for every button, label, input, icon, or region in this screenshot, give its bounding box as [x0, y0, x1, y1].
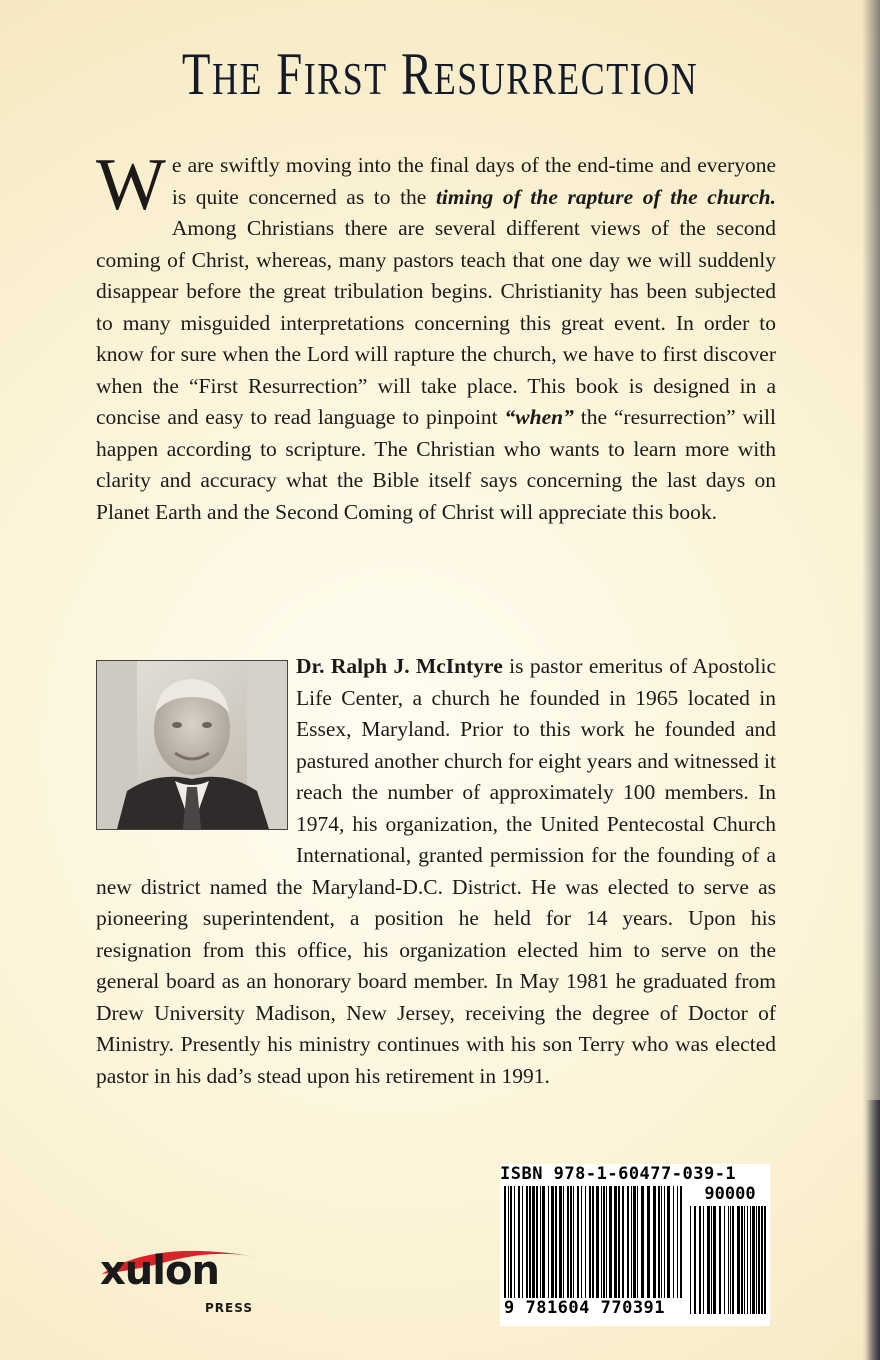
barcode-bar: [637, 1186, 638, 1298]
barcode-bar: [603, 1186, 605, 1298]
title-word3-rest: ESURRECTION: [433, 53, 699, 104]
barcode-bar: [504, 1186, 506, 1298]
price-barcode-bar: [703, 1206, 704, 1314]
barcode-bar: [618, 1186, 620, 1298]
price-barcode-bar: [764, 1206, 766, 1314]
barcode-bar: [667, 1186, 670, 1298]
price-barcode-bar: [747, 1206, 748, 1314]
barcode-bar: [641, 1186, 644, 1298]
author-bio: [96, 651, 776, 1092]
price-barcode-bar: [732, 1206, 734, 1314]
barcode-bar: [680, 1186, 682, 1298]
barcode-bar: [567, 1186, 569, 1298]
barcode-bar: [522, 1186, 523, 1298]
price-barcode-bar: [699, 1206, 701, 1314]
price-barcode-bar: [730, 1206, 731, 1314]
description-emphasis-2: “when”: [504, 405, 574, 429]
price-barcode-bar: [737, 1206, 740, 1314]
publisher-name: xulon: [100, 1248, 219, 1294]
price-barcode-bar: [719, 1206, 721, 1314]
barcode-bar: [592, 1186, 594, 1298]
barcode-bar: [548, 1186, 549, 1298]
barcode-bar: [536, 1186, 538, 1298]
barcode-bar: [551, 1186, 554, 1298]
barcode-bar: [653, 1186, 656, 1298]
barcode-bar: [661, 1186, 662, 1298]
price-barcode-bar: [744, 1206, 745, 1314]
price-barcode-bar: [707, 1206, 710, 1314]
bio-text: is pastor emeritus of Apostolic Life Center, a church he founded in 1965 located in Essex, Maryland. Prior to this work he founded and pastured another church for eight years and witnessed it reach the number of approximately 100 members. In 1974, his organization, the United Pentecostal Church International, granted permission for the founding of a new district named the Maryland-D.C. District. He was elected to serve as pioneering superintendent, a position he held for 14 years. Upon his resignation from this office, his organization elected him to serve on the general board as an honorary board member. In May 1981 he graduated from Drew University Madison, New Jersey, receiving the degree of Doctor of Ministry. Presently his ministry continues with his son Terry who was elected pastor in his dad’s stead upon his retirement in 1991.: [96, 654, 777, 1088]
publisher-subtitle: PRESS: [205, 1301, 253, 1315]
barcode-bar: [589, 1186, 591, 1298]
price-barcode-bar: [728, 1206, 729, 1314]
barcode-bar: [673, 1186, 674, 1298]
description-part-1: e are swiftly moving into the final days of the end-time and everyone is quite concerned as to the: [171, 153, 776, 209]
barcode-bar: [563, 1186, 564, 1298]
price-barcode-bar: [758, 1206, 760, 1314]
barcode-bar: [532, 1186, 535, 1298]
barcode-bar: [570, 1186, 572, 1298]
barcode-bar: [622, 1186, 624, 1298]
barcode-bar: [585, 1186, 586, 1298]
barcode-bar: [529, 1186, 531, 1298]
barcode-bar: [559, 1186, 562, 1298]
price-barcode-bar: [724, 1206, 725, 1314]
description-part-3: the “resurrection” will happen according to scripture. The Christian who wants to learn more with clarity and accuracy what the Bible itself says concerning the last days on Planet Earth and the Second Coming of Christ will appreciate this book.: [96, 405, 776, 524]
price-barcode-bar: [711, 1206, 712, 1314]
price-barcode-bar: [756, 1206, 757, 1314]
title-word2-initial: F: [276, 41, 304, 107]
title-word3-initial: R: [401, 41, 434, 107]
barcode-bar: [609, 1186, 612, 1298]
barcode-bar: [555, 1186, 557, 1298]
barcode-bar: [540, 1186, 541, 1298]
price-barcode-bar: [761, 1206, 763, 1314]
barcode-bar: [514, 1186, 515, 1298]
title-word2-rest: IRST: [303, 53, 388, 104]
price-code: 90000: [704, 1184, 756, 1204]
barcode-bar: [677, 1186, 678, 1298]
author-name: Dr. Ralph J. McIntyre: [296, 654, 503, 678]
barcode-bar: [647, 1186, 650, 1298]
barcode-bar: [633, 1186, 636, 1298]
barcode-digits: 9 781604 770391: [504, 1298, 666, 1318]
price-barcode-bar: [750, 1206, 751, 1314]
barcode-bar: [508, 1186, 509, 1298]
barcode-panel: [500, 1164, 770, 1326]
price-barcode-bar: [694, 1206, 696, 1314]
book-description: [96, 144, 777, 528]
bio-photo-spacer: [96, 651, 296, 841]
price-barcode-bar: [741, 1206, 743, 1314]
barcode-bar: [627, 1186, 629, 1298]
title-word1-initial: T: [181, 41, 212, 107]
price-barcode-bar: [713, 1206, 716, 1314]
description-emphasis-1: timing of the rapture of the church.: [435, 184, 777, 209]
description-part-2: Among Christians there are several different views of the second coming of Christ, whereas, many pastors teach that one day we will suddenly disappear before the great tribulation begins. Christianity has been subjected to many misguided interpretations concerning this great event. In order to know for sure when the Lord will rapture the church, we have to first discover when the “First Resurrection” will take place. This book is designed in a concise and easy to read language to pinpoint: [96, 216, 776, 429]
barcode-bar: [596, 1186, 599, 1298]
price-barcode-bar: [752, 1206, 755, 1314]
barcode-bar: [518, 1186, 520, 1298]
title-word1-rest: HE: [211, 53, 263, 104]
barcode-bar: [510, 1186, 512, 1298]
barcode-bar: [658, 1186, 660, 1298]
drop-cap: W: [96, 144, 166, 226]
barcode-bar: [614, 1186, 617, 1298]
barcode-bar: [577, 1186, 579, 1298]
barcode-bar: [664, 1186, 665, 1298]
barcode-bar: [526, 1186, 528, 1298]
barcode-bar: [573, 1186, 574, 1298]
barcode-bar: [601, 1186, 602, 1298]
barcode-bar: [542, 1186, 545, 1298]
barcode-bar: [631, 1186, 632, 1298]
barcode-bar: [606, 1186, 607, 1298]
book-title: [97, 40, 783, 109]
barcode-bar: [581, 1186, 582, 1298]
isbn-label: ISBN 978-1-60477-039-1: [500, 1164, 737, 1184]
spine-shadow-lower: [866, 1100, 880, 1360]
